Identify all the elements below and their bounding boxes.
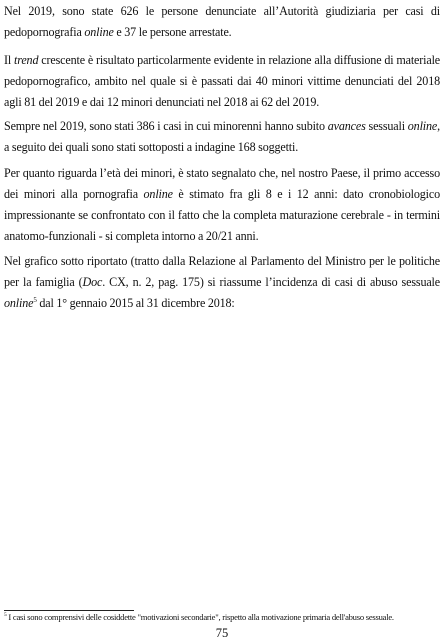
italic-term: online bbox=[143, 187, 173, 201]
footnote bbox=[4, 612, 444, 623]
footnote-reference: 5 bbox=[33, 295, 37, 304]
footnote-divider bbox=[4, 610, 134, 611]
italic-term: online bbox=[84, 25, 114, 39]
paragraph-1 bbox=[4, 1, 440, 43]
footnote-marker: 5 bbox=[4, 612, 7, 619]
text-line: a seguito dei quali sono stati sottoposti a indagine 168 soggetti. bbox=[4, 140, 299, 154]
text-line: pedopornografico, ambito nel quale si è passati dai 40 minori vittime denunciati del 2018 bbox=[4, 74, 440, 88]
text-line: pedopornografia online e 37 le persone arrestate. bbox=[4, 25, 232, 39]
text-line: online$^5$ dal 1° gennaio 2015 al 31 dicembre 2018: bbox=[4, 295, 235, 310]
text-line: impressionante se confrontato con il fatto che la completa maturazione cerebrale - in termini bbox=[4, 208, 440, 222]
italic-term: online bbox=[407, 119, 438, 133]
paragraph-3 bbox=[4, 116, 440, 158]
paragraph-2 bbox=[4, 50, 440, 113]
italic-term: trend bbox=[14, 53, 39, 67]
text-line: Per quanto riguarda l’età dei minori, è stato segnalato che, nel nostro Paese, il primo accesso bbox=[4, 166, 440, 180]
text-line: agli 81 del 2019 e dai 12 minori denunciati nel 2018 ai 62 del 2019. bbox=[4, 95, 320, 109]
italic-term: avances bbox=[327, 119, 366, 133]
text-line: per la famiglia (Doc. CX, n. 2, pag. 175) si riassume l’incidenza di casi di abuso sessuale bbox=[4, 275, 440, 289]
italic-term: Doc bbox=[82, 275, 103, 289]
text-line: Nel grafico sotto riportato (tratto dalla Relazione al Parlamento del Ministro per le politiche bbox=[4, 254, 440, 268]
text-line: Il trend crescente è risultato particolarmente evidente in relazione alla diffusione di materiale bbox=[4, 53, 441, 67]
text-line: Sempre nel 2019, sono stati 386 i casi in cui minorenni hanno subito avances sessuali online, bbox=[4, 119, 440, 133]
text-line: Nel 2019, sono state 626 le persone denunciate all’Autorità giudiziaria per casi di bbox=[4, 4, 440, 18]
footnote-text: I casi sono comprensivi delle cosiddette "motivazioni secondarie", rispetto alla motivazione primaria dell'abuso sessuale. bbox=[6, 612, 394, 622]
text-line: dei minori alla pornografia online è stimato fra gli 8 e i 12 anni: dato cronobiologico bbox=[4, 187, 440, 201]
italic-term: online bbox=[4, 296, 34, 310]
text-line: anatomo-funzionali - si completa intorno a 20/21 anni. bbox=[4, 229, 259, 243]
paragraph-4 bbox=[4, 163, 440, 247]
paragraph-5 bbox=[4, 251, 440, 314]
page-number: 75 bbox=[215, 626, 229, 640]
